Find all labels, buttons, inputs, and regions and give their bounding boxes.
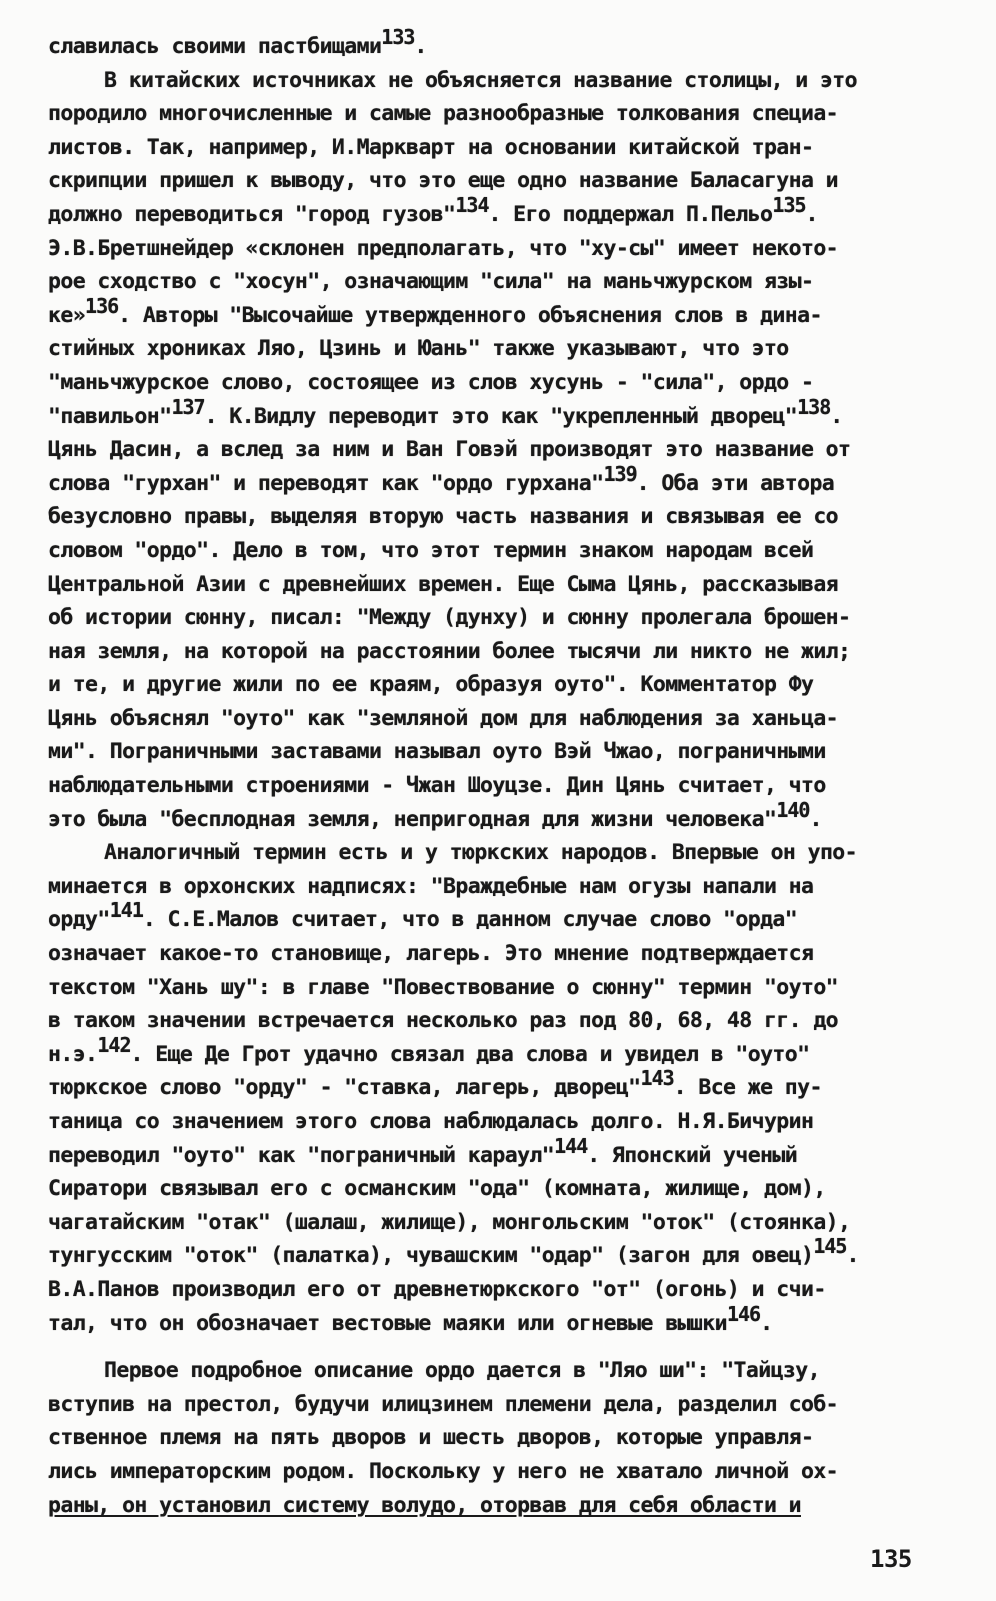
text-line: [48, 1455, 948, 1489]
text-line: [48, 898, 948, 937]
line-text: должно переводиться "город гузов": [48, 201, 456, 227]
text-line: [48, 1004, 948, 1038]
line-text: .: [846, 1243, 859, 1269]
footnote-marker: 137: [171, 394, 205, 419]
footnote-marker: 146: [726, 1301, 761, 1326]
text-line: [48, 1133, 948, 1173]
line-text: рое сходство с "хосун", означающим "сила" на маньчжурском язы-: [48, 269, 814, 295]
line-text: наблюдательными строениями - Чжан Шоуцзе. Дин Цянь считает, что: [48, 773, 826, 799]
footnote-marker: 144: [554, 1133, 588, 1158]
line-text: .: [805, 201, 818, 227]
line-text: и те, и другие жили по ее краям, образуя оуто". Комментатор Фу: [48, 672, 814, 698]
text-line: [48, 1273, 948, 1307]
line-text: тюркское слово "орду" - "ставка, лагерь, дворец": [48, 1075, 641, 1101]
footnote-marker: 141: [109, 898, 143, 923]
text-line: [48, 293, 948, 333]
line-text: текстом "Хань шу": в главе "Повествование о сюнну" термин "оуто": [48, 974, 839, 1000]
paragraph-gap: [48, 1340, 948, 1354]
line-text: Аналогичный термин есть и у тюркских народов. Впервые он упо-: [104, 840, 857, 866]
line-text: породило многочисленные и самые разнообразные толкования специа-: [48, 101, 839, 127]
text-line: [48, 1301, 948, 1341]
line-text: "маньчжурское слово, состоящее из слов хусунь - "сила", ордо -: [48, 369, 814, 395]
text-line: [48, 394, 948, 434]
text-line: [48, 164, 948, 198]
line-text: чагатайским "отак" (шалаш, жилище), монгольским "оток" (стоянка),: [48, 1209, 851, 1235]
line-text: ми". Пограничными заставами называл оуто Вэй Чжао, пограничными: [48, 739, 826, 765]
line-text: об истории сюнну, писал: "Между (дунху) и сюнну пролегала брошен-: [48, 605, 851, 631]
footnote-marker: 143: [640, 1066, 674, 1091]
line-text: . Авторы "Высочайше утвержденного объяснения слов в дина-: [118, 302, 822, 328]
line-text: словом "ордо". Дело в том, что этот термин знаком народам всей: [48, 537, 814, 563]
text-line: [48, 1354, 948, 1388]
line-text: "павильон": [48, 403, 172, 429]
line-text: . Все же пу-: [673, 1075, 822, 1101]
footnote-marker: 140: [776, 797, 810, 822]
line-text: Сиратори связывал его с османским "ода" (комната, жилище, дом),: [48, 1176, 826, 1202]
line-text: листов. Так, например, И.Маркварт на основании китайской тран-: [48, 134, 814, 160]
line-text: Э.В.Бретшнейдер «склонен предполагать, что "ху-сы" имеет некото-: [48, 235, 839, 261]
line-text: В.А.Панов производил его от древнетюркского "от" (огонь) и счи-: [48, 1276, 826, 1302]
line-text: В китайских источниках не объясняется название столицы, и это: [104, 67, 857, 93]
line-text: Центральной Азии с древнейших времен. Еще Сыма Цянь, рассказывая: [48, 571, 839, 597]
line-text: это была "бесплодная земля, непригодная для жизни человека": [48, 806, 777, 832]
footnote-marker: 133: [381, 25, 415, 49]
text-line: [48, 1172, 948, 1206]
line-text: раны, он установил систему волудо, оторвав для себя области и: [48, 1492, 801, 1518]
footnote-marker: 134: [455, 192, 489, 217]
footnote-marker: 139: [603, 461, 637, 486]
text-line: [48, 797, 948, 837]
line-text: означает какое-то становище, лагерь. Это мнение подтверждается: [48, 941, 814, 967]
text-line: [48, 232, 948, 266]
text-line: [48, 64, 948, 98]
line-text: тунгусским "оток" (палатка), чувашским "одар" (загон для овец): [48, 1243, 814, 1269]
page-number: 135: [870, 1545, 912, 1573]
line-text: . С.Е.Малов считает, что в данном случае слово "орда": [142, 907, 798, 933]
line-text: . Его поддержал П.Пельо: [488, 201, 773, 227]
text-line: [48, 500, 948, 534]
line-text: Цянь Дасин, а вслед за ним и Ван Говэй производят это название от: [48, 437, 851, 463]
text-line: [48, 937, 948, 971]
text-line: [48, 131, 948, 165]
text-line: [48, 1388, 948, 1422]
text-line: [48, 870, 948, 904]
footnote-marker: 135: [772, 192, 806, 217]
line-text: безусловно правы, выделяя вторую часть названия и связывая ее со: [48, 504, 839, 530]
line-text: орду": [48, 907, 110, 933]
text-line: [48, 461, 948, 501]
footnote-marker: 145: [813, 1234, 847, 1259]
line-text: в таком значении встречается несколько раз под 80, 68, 48 гг. до: [48, 1008, 839, 1034]
line-text: лись императорским родом. Поскольку у него не хватало личной ох-: [48, 1458, 839, 1484]
line-text: стийных хрониках Ляо, Цзинь и Юань" также указывают, что это: [48, 336, 789, 362]
line-text: .: [760, 1310, 773, 1336]
line-text: ке»: [48, 302, 86, 328]
line-text: вступив на престол, будучи илицзинем племени дела, разделил соб-: [48, 1391, 839, 1417]
text-line: [48, 735, 948, 769]
text-line: [48, 1066, 948, 1105]
line-text: .: [414, 34, 427, 59]
text-line: [48, 332, 948, 366]
text-line: [48, 668, 948, 702]
text-line: [48, 702, 948, 736]
text-line: [48, 601, 948, 635]
line-text: . Японский ученый: [587, 1142, 798, 1168]
line-text: Цянь объяснял "оуто" как "земляной дом для наблюдения за ханьца-: [48, 705, 839, 731]
text-line: [48, 1032, 948, 1072]
line-text: . Еще Де Грот удачно связал два слова и увидел в "оуто": [130, 1041, 810, 1067]
line-text: переводил "оуто" как "пограничный караул": [48, 1142, 555, 1168]
text-line: [48, 568, 948, 602]
body-text: [48, 25, 948, 1522]
text-line: [48, 1234, 948, 1273]
line-text: таница со значением этого слова наблюдалась долго. Н.Я.Бичурин: [48, 1109, 814, 1134]
text-line: [48, 97, 948, 131]
line-text: слова "гурхан" и переводят как "ордо гурхана": [48, 470, 604, 496]
line-text: . Оба эти автора: [636, 470, 835, 496]
line-text: ственное племя на пять дворов и шесть дворов, которые управля-: [48, 1425, 814, 1451]
line-text: Первое подробное описание ордо дается в "Ляо ши": "Тайцзу,: [104, 1358, 820, 1384]
text-line: [48, 192, 948, 232]
text-line: [48, 534, 948, 568]
line-text: .: [809, 806, 822, 832]
text-line: [48, 1421, 948, 1455]
text-line: [48, 635, 948, 669]
line-text: ная земля, на которой на расстоянии более тысячи ли никто не жил;: [48, 638, 851, 664]
line-text: .: [830, 403, 843, 429]
line-text: тал, что он обозначает вестовые маяки или огневые вышки: [48, 1310, 727, 1336]
text-line: [48, 1105, 948, 1139]
text-line: [48, 769, 948, 803]
line-text: н.э.: [48, 1041, 98, 1067]
line-text: . К.Видлу переводит это как "укрепленный дворец": [204, 403, 798, 429]
footnote-marker: 142: [97, 1032, 131, 1057]
text-line: [48, 1489, 948, 1523]
footnote-marker: 138: [797, 394, 831, 419]
line-text: скрипции пришел к выводу, что это еще одно название Баласагуна и: [48, 168, 839, 194]
line-text: минается в орхонских надписях: "Враждебные нам огузы напали на: [48, 873, 814, 899]
line-text: славилась своими пастбищами: [48, 34, 382, 59]
text-line: [48, 265, 948, 299]
text-line: [48, 971, 948, 1005]
text-line: [48, 25, 948, 64]
text-line: [48, 836, 948, 870]
footnote-marker: 136: [85, 293, 119, 318]
text-line: [48, 433, 948, 467]
